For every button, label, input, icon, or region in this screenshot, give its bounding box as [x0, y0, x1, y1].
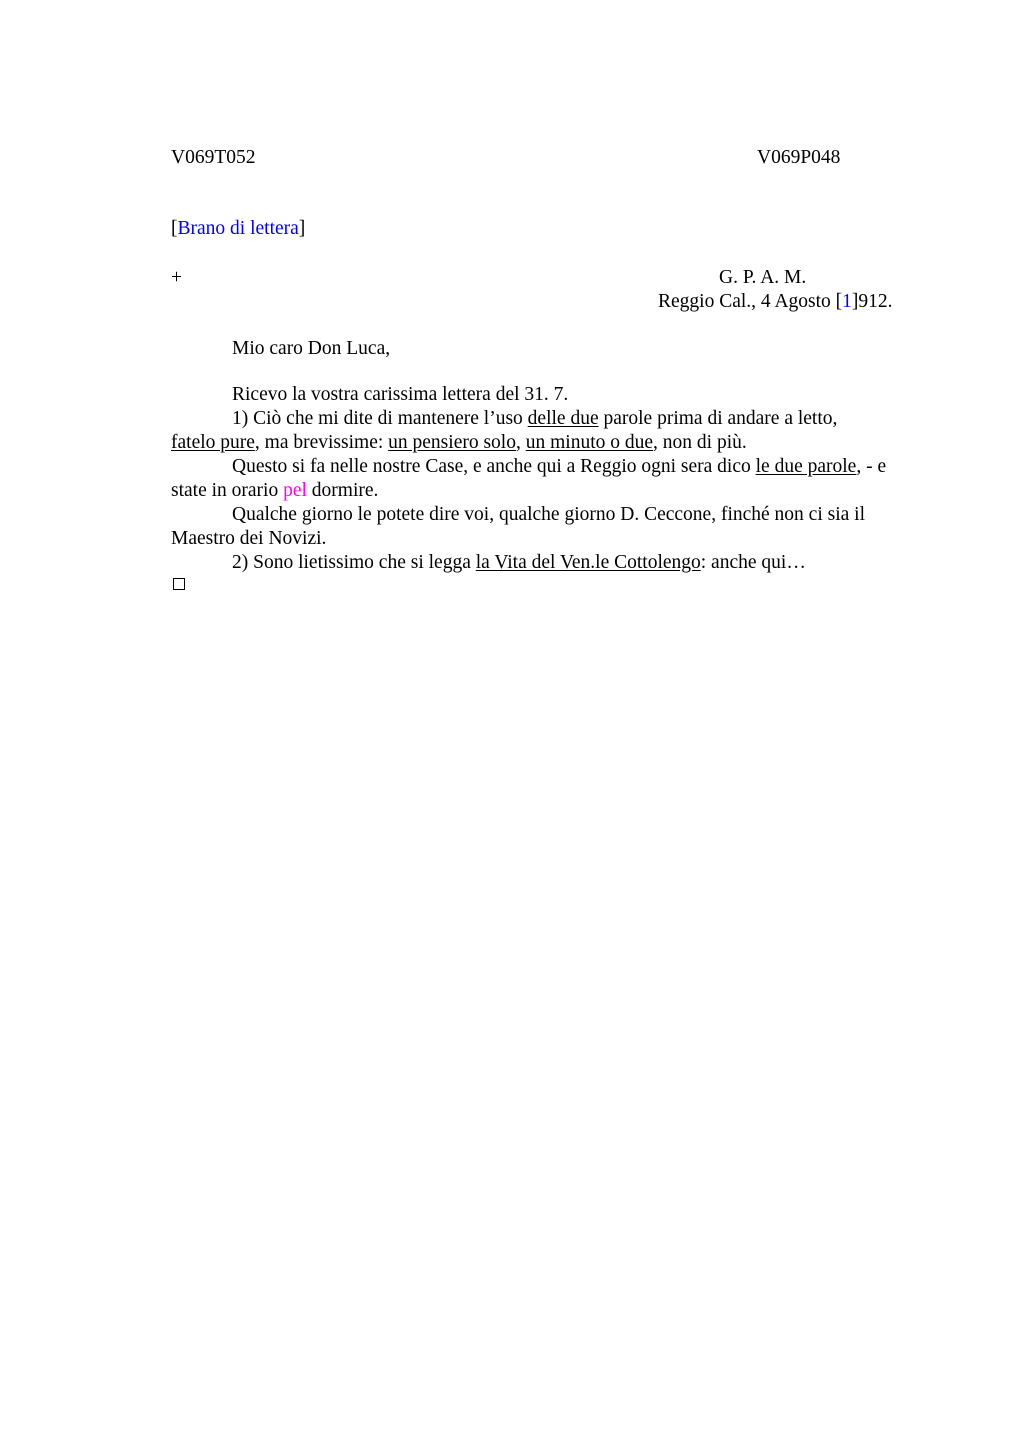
p2-underline-1: delle due — [527, 408, 599, 429]
editorial-note — [171, 217, 305, 241]
letterhead-motto: G. P. A. M. — [719, 267, 807, 288]
document-code-right: V069P048 — [757, 147, 841, 168]
paragraph-4-continuation: Maestro dei Novizi. — [171, 528, 327, 549]
p3-underline-1: le due parole — [755, 456, 857, 477]
paragraph-5 — [171, 551, 931, 575]
p5-underline-1: la Vita del Ven.le Cottolengo — [475, 552, 701, 573]
paragraph-3 — [171, 455, 931, 479]
place-date-suffix: ]912. — [851, 291, 893, 312]
end-square-icon — [173, 578, 185, 590]
p5-text-b: : anche qui… — [700, 552, 806, 573]
p3-text-b: , - e — [856, 456, 887, 477]
p3-text-a: Questo si fa nelle nostre Case, e anche qui a Reggio ogni sera dico — [232, 456, 756, 477]
paragraph-2-continuation — [171, 431, 931, 455]
date-editorial-insert: 1 — [842, 291, 852, 312]
editorial-bracket-open: [ — [171, 218, 178, 239]
editorial-note-text: Brano di lettera — [177, 218, 299, 239]
p5-text-a: 2) Sono lietissimo che si legga — [232, 552, 476, 573]
p2-text-d: , — [515, 432, 526, 453]
p2-underline-2: fatelo pure — [171, 432, 255, 453]
p2-text-e: , non di più. — [653, 432, 747, 453]
place-date — [658, 290, 893, 314]
p2-text-c: , ma brevissime: — [254, 432, 389, 453]
paragraph-4: Qualche giorno le potete dire voi, qualche giorno D. Ceccone, finché non ci sia il — [232, 504, 865, 525]
p3-variant-word: pel — [283, 480, 307, 501]
p2-underline-3: un pensiero solo — [388, 432, 516, 453]
editorial-bracket-close: ] — [298, 218, 306, 239]
p2-underline-4: un minuto o due — [525, 432, 654, 453]
salutation: Mio caro Don Luca, — [232, 338, 391, 359]
p2-text-b: parole prima di andare a letto, — [598, 408, 838, 429]
document-code-left: V069T052 — [171, 147, 256, 168]
letter-body — [171, 383, 931, 575]
p3-text-d: dormire. — [306, 480, 379, 501]
cross-symbol: + — [171, 267, 182, 288]
p2-text-a: 1) Ciò che mi dite di mantenere l’uso — [232, 408, 528, 429]
p3-text-c: state in orario — [171, 480, 284, 501]
paragraph-1: Ricevo la vostra carissima lettera del 31. 7. — [232, 384, 569, 405]
paragraph-3-continuation — [171, 479, 931, 503]
paragraph-2 — [171, 407, 931, 431]
place-date-prefix: Reggio Cal., 4 Agosto [ — [658, 291, 843, 312]
